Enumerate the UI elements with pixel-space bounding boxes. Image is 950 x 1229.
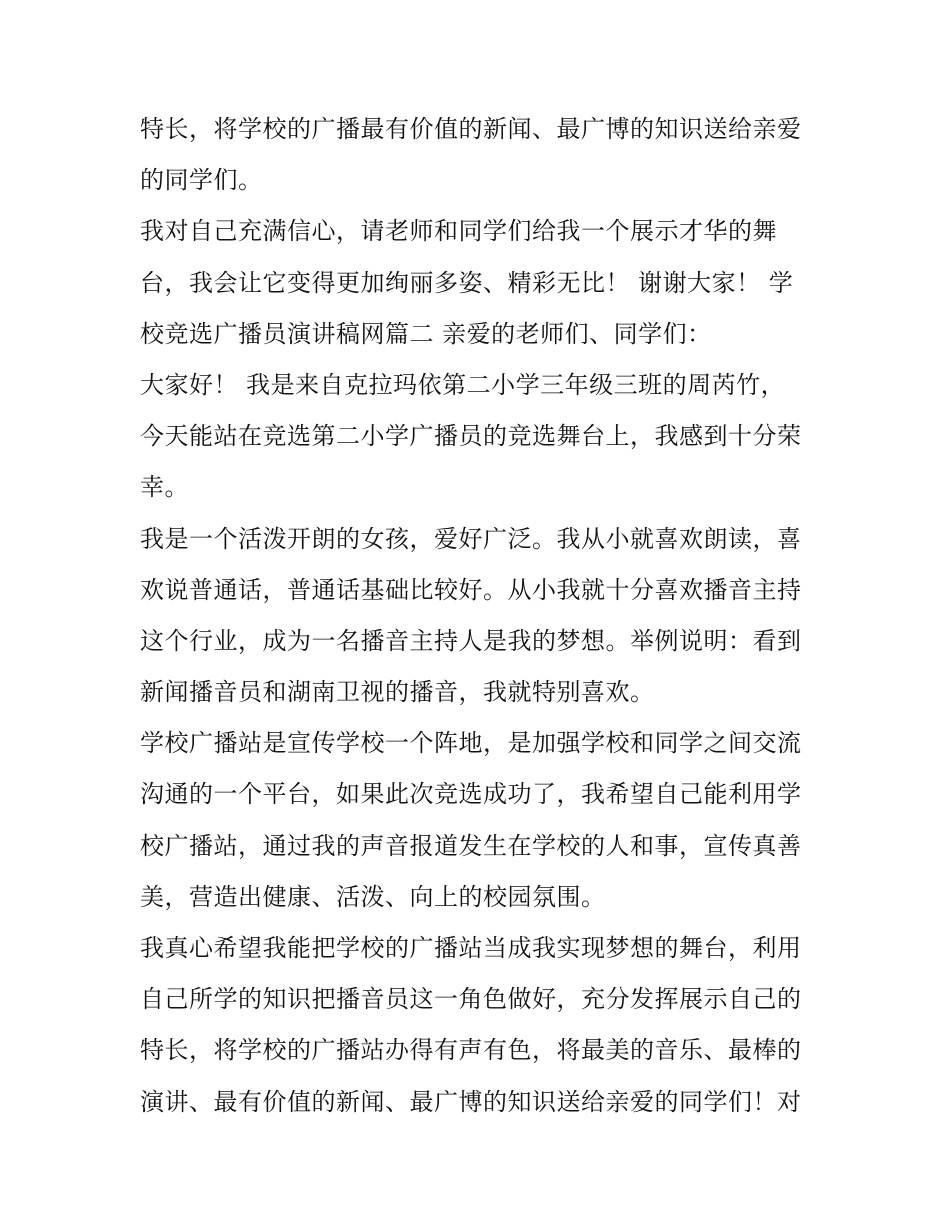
text-line: 今天能站在竞选第二小学广播员的竞选舞台上，我感到十分荣 xyxy=(140,422,802,451)
text-line: 我真心希望我能把学校的广播站当成我实现梦想的舞台，利用 xyxy=(140,934,802,962)
text-line: 大家好！ 我是来自克拉玛依第二小学三年级三班的周芮竹， xyxy=(140,370,786,399)
text-line: 欢说普通话，普通话基础比较好。从小我就十分喜欢播音主持 xyxy=(140,575,802,604)
text-line: 新闻播音员和湖南卫视的播音，我就特别喜欢。 xyxy=(140,678,655,707)
text-line: 幸。 xyxy=(140,473,189,502)
text-line: 校广播站，通过我的声音报道发生在学校的人和事，宣传真善 xyxy=(140,831,802,860)
text-line: 美，营造出健康、活泼、向上的校园氛围。 xyxy=(140,882,606,911)
text-line: 学校广播站是宣传学校一个阵地，是加强学校和同学之间交流 xyxy=(140,729,802,758)
text-line: 特长，将学校的广播最有价值的新闻、最广博的知识送给亲爱 xyxy=(140,115,802,143)
text-line: 我是一个活泼开朗的女孩，爱好广泛。我从小就喜欢朗读，喜 xyxy=(140,524,802,553)
document-body xyxy=(140,104,830,1128)
text-line: 的同学们。 xyxy=(140,166,263,195)
text-line: 沟通的一个平台，如果此次竞选成功了，我希望自己能利用学 xyxy=(140,780,802,809)
text-line: 我对自己充满信心，请老师和同学们给我一个展示才华的舞 xyxy=(140,217,777,246)
text-line: 校竞选广播员演讲稿网篇二 亲爱的老师们、同学们： xyxy=(140,319,712,348)
text-line: 演讲、最有价值的新闻、最广博的知识送给亲爱的同学们！对 xyxy=(140,1087,802,1116)
text-line: 台，我会让它变得更加绚丽多姿、精彩无比！ 谢谢大家！ 学 xyxy=(140,268,794,297)
text-line: 这个行业，成为一名播音主持人是我的梦想。举例说明：看到 xyxy=(140,626,802,655)
text-line: 自己所学的知识把播音员这一角色做好，充分发挥展示自己的 xyxy=(140,985,802,1014)
text-line: 特长，将学校的广播站办得有声有色，将最美的音乐、最棒的 xyxy=(140,1036,802,1065)
